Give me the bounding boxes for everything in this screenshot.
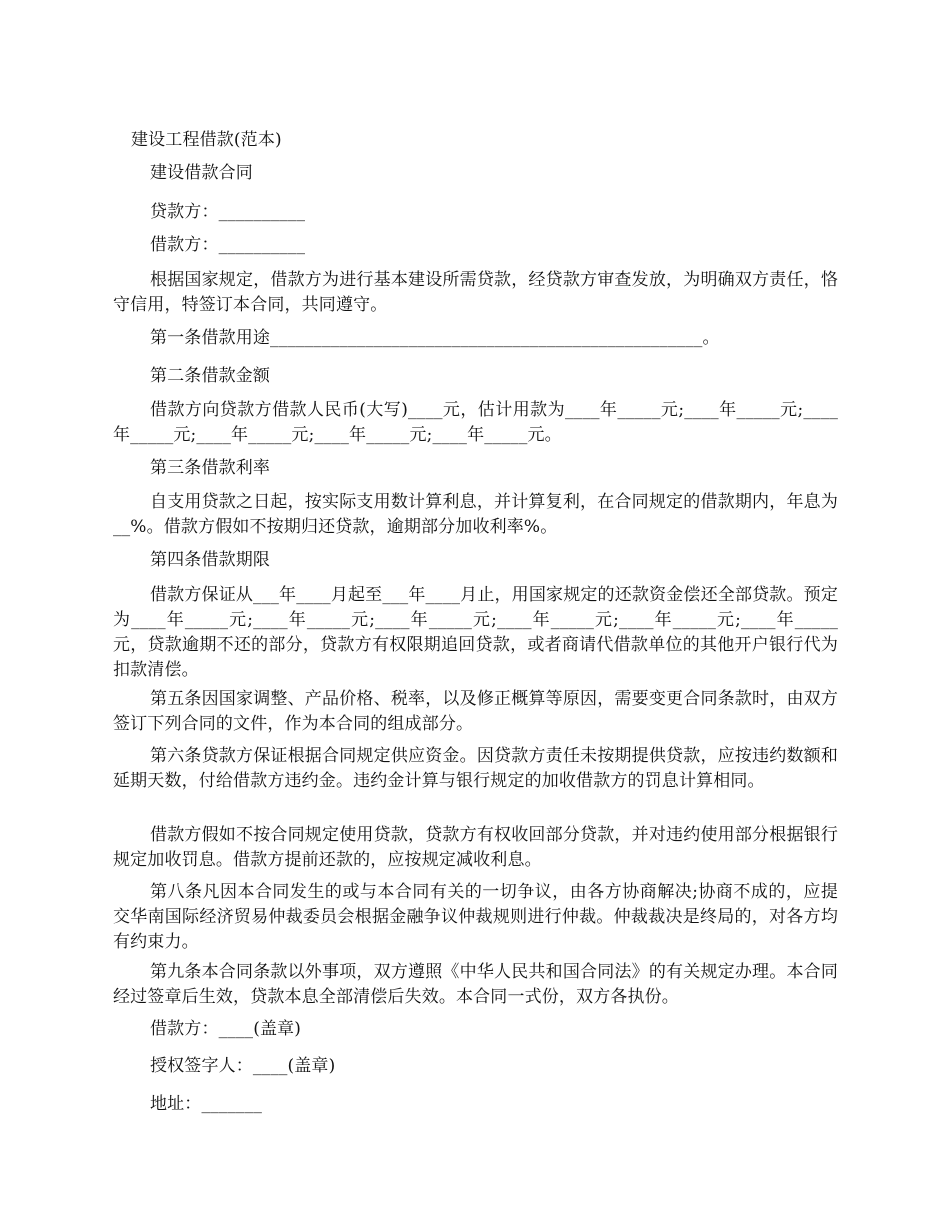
article-8-paragraph: 第八条凡因本合同发生的或与本合同有关的一切争议，由各方协商解决;协商不成的，应提交华南国际经济贸易仲裁委员会根据金融争议仲裁规则进行仲裁。仲裁裁决是终局的，对各方均有约束力。 — [113, 882, 838, 952]
preamble-paragraph: 根据国家规定，借款方为进行基本建设所需贷款，经贷款方审查发放，为明确双方责任，恪守信用，特签订本合同，共同遵守。 — [113, 270, 838, 315]
article-3-body: 自支用贷款之日起，按实际支用数计算利息，并计算复利，在合同规定的借款期内，年息为__%。借款方假如不按期归还贷款，逾期部分加收利率%。 — [113, 492, 838, 537]
lender-field: 贷款方：__________ — [150, 202, 306, 222]
article-3-heading: 第三条借款利率 — [150, 458, 271, 478]
signature-borrower: 借款方：____(盖章) — [150, 1019, 302, 1039]
article-5-paragraph: 第五条因国家调整、产品价格、税率，以及修正概算等原因，需要变更合同条款时，由双方签订下列合同的文件，作为本合同的组成部分。 — [113, 689, 838, 734]
article-9-paragraph: 第九条本合同条款以外事项，双方遵照《中华人民共和国合同法》的有关规定办理。本合同经过签章后生效，贷款本息全部清偿后失效。本合同一式份，双方各执份。 — [113, 962, 838, 1007]
article-4-heading: 第四条借款期限 — [150, 550, 271, 570]
article-2-body: 借款方向贷款方借款人民币(大写)____元，估计用款为____年_____元;____年_____元;____年_____元;____年_____元;____年_____元;____年_____元。 — [113, 400, 838, 445]
contract-name: 建设借款合同 — [150, 163, 253, 183]
article-6-paragraph: 第六条贷款方保证根据合同规定供应资金。因贷款方责任未按期提供贷款，应按违约数额和延期天数，付给借款方违约金。违约金计算与银行规定的加收借款方的罚息计算相同。 — [113, 746, 838, 791]
signature-authorized-signer: 授权签字人：____(盖章) — [150, 1056, 336, 1076]
article-4-body: 借款方保证从___年____月起至___年____月止，用国家规定的还款资金偿还全部贷款。预定为____年_____元;____年_____元;____年_____元;____年_____元;____年_____元;____年_____元，贷款逾期不还的部分，贷款方有权限期追回贷款，或者商请代借款单位的其他开户银行代为扣款清偿。 — [113, 585, 838, 680]
article-1-purpose: 第一条借款用途__________________________________________________。 — [150, 328, 720, 348]
signature-address: 地址：_______ — [150, 1094, 262, 1114]
article-7-paragraph: 借款方假如不按合同规定使用贷款，贷款方有权收回部分贷款，并对违约使用部分根据银行规定加收罚息。借款方提前还款的，应按规定减收利息。 — [113, 825, 838, 870]
borrower-field: 借款方：__________ — [150, 235, 306, 255]
article-2-heading: 第二条借款金额 — [150, 366, 271, 386]
document-title: 建设工程借款(范本) — [131, 130, 282, 150]
